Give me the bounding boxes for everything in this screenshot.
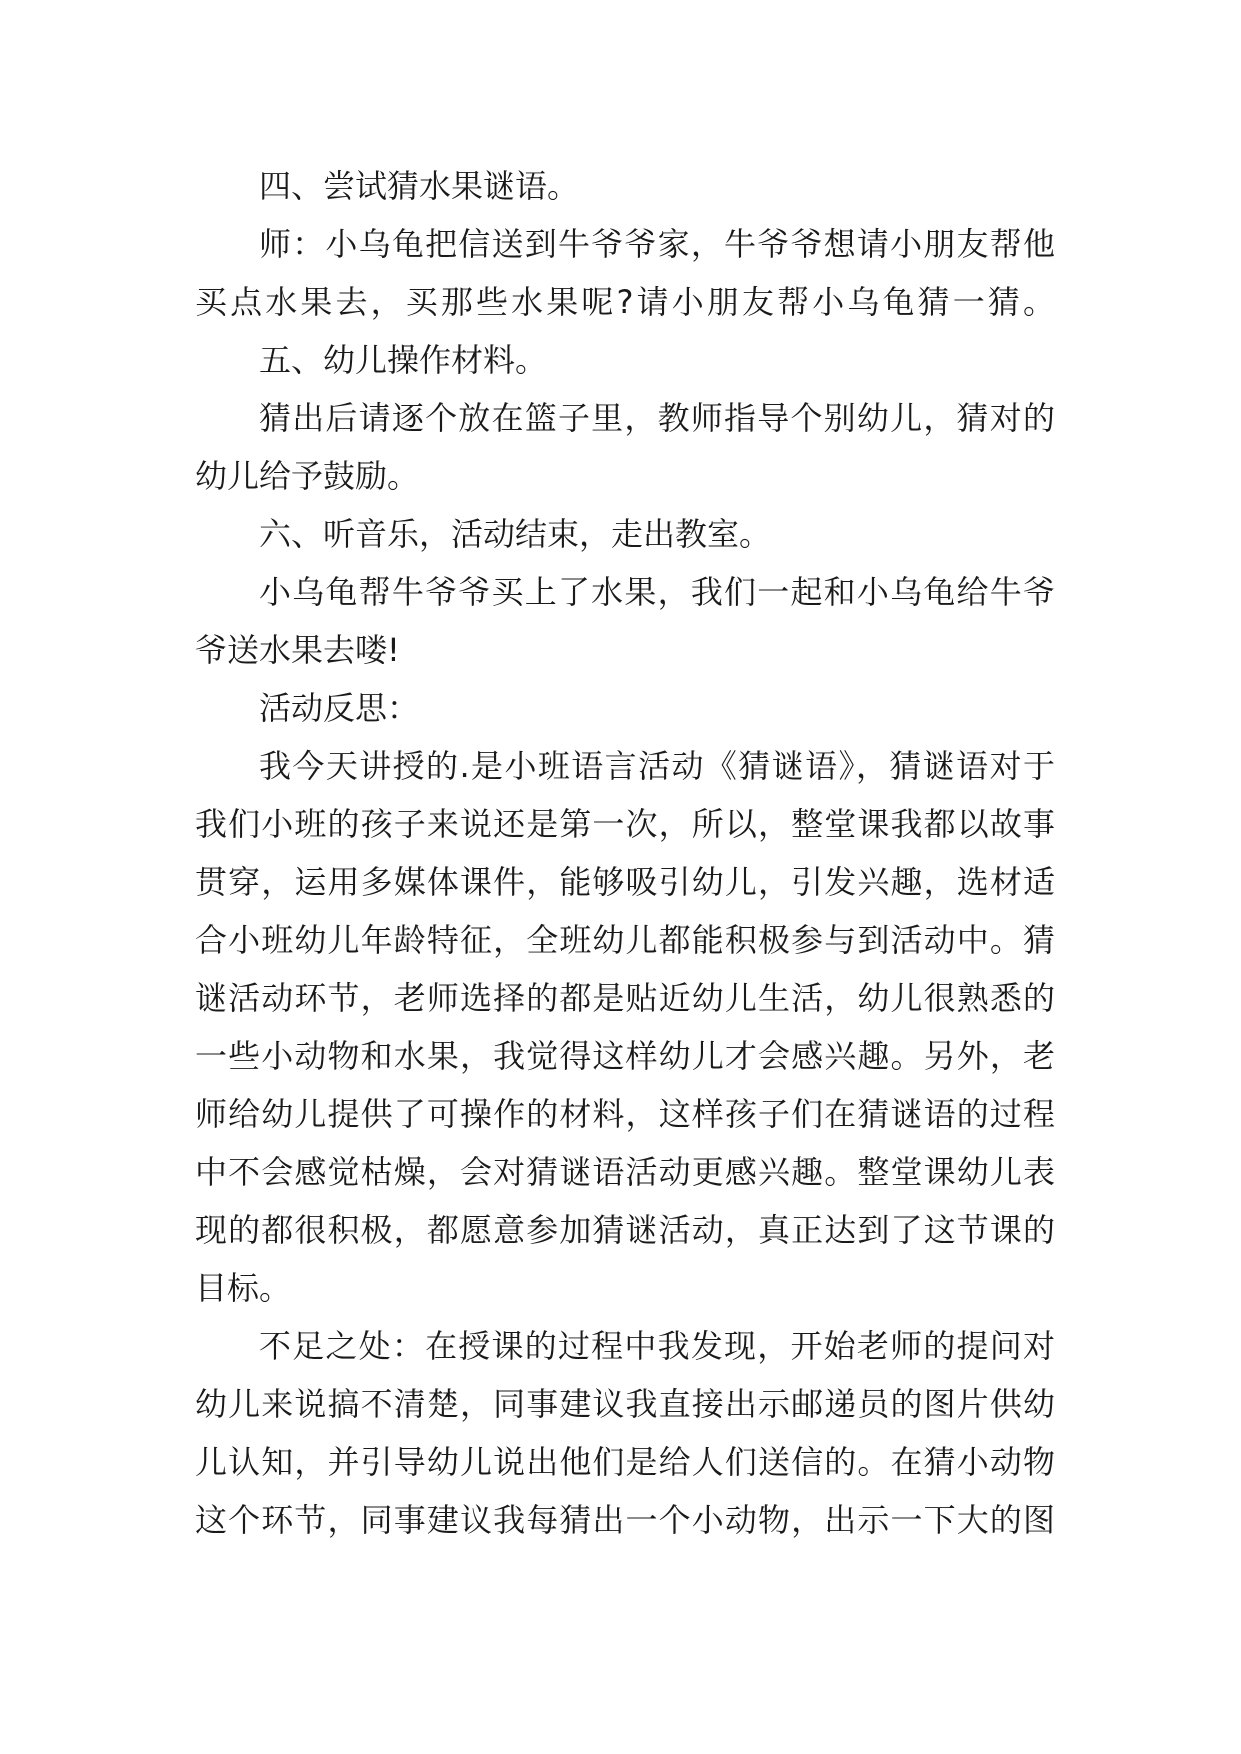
paragraph-line: 我今天讲授的.是小班语言活动《猜谜语》，猜谜语对于: [259, 747, 1055, 785]
section-heading-4: 四、尝试猜水果谜语。: [259, 167, 580, 205]
paragraph-line: 不足之处：在授课的过程中我发现，开始老师的提问对: [259, 1327, 1055, 1365]
paragraph-line: 幼儿来说搞不清楚，同事建议我直接出示邮递员的图片供幼: [195, 1385, 1055, 1423]
paragraph-line: 现的都很积极，都愿意参加猜谜活动，真正达到了这节课的: [195, 1211, 1055, 1249]
paragraph-line: 买点水果去，买那些水果呢?请小朋友帮小乌龟猜一猜。: [195, 283, 1055, 321]
paragraph-line: 这个环节，同事建议我每猜出一个小动物，出示一下大的图: [195, 1501, 1055, 1539]
section-heading-5: 五、幼儿操作材料。: [259, 341, 548, 379]
paragraph-line: 师给幼儿提供了可操作的材料，这样孩子们在猜谜语的过程: [195, 1095, 1055, 1133]
paragraph-line: 猜出后请逐个放在篮子里，教师指导个别幼儿，猜对的: [259, 399, 1055, 437]
paragraph-line: 小乌龟帮牛爷爷买上了水果，我们一起和小乌龟给牛爷: [259, 573, 1055, 611]
paragraph-line: 我们小班的孩子来说还是第一次，所以，整堂课我都以故事: [195, 805, 1055, 843]
paragraph-line: 师：小乌龟把信送到牛爷爷家，牛爷爷想请小朋友帮他: [259, 225, 1055, 263]
paragraph-line: 合小班幼儿年龄特征，全班幼儿都能积极参与到活动中。猜: [195, 921, 1055, 959]
paragraph-line: 爷送水果去喽!: [195, 631, 400, 669]
paragraph-line: 儿认知，并引导幼儿说出他们是给人们送信的。在猜小动物: [195, 1443, 1055, 1481]
section-heading-6: 六、听音乐，活动结束，走出教室。: [259, 515, 772, 553]
paragraph-line: 贯穿，运用多媒体课件，能够吸引幼儿，引发兴趣，选材适: [195, 863, 1055, 901]
paragraph-line: 中不会感觉枯燥，会对猜谜语活动更感兴趣。整堂课幼儿表: [195, 1153, 1055, 1191]
paragraph-line: 谜活动环节，老师选择的都是贴近幼儿生活，幼儿很熟悉的: [195, 979, 1055, 1017]
reflection-heading: 活动反思：: [259, 689, 420, 727]
paragraph-line: 一些小动物和水果，我觉得这样幼儿才会感兴趣。另外，老: [195, 1037, 1055, 1075]
paragraph-line: 幼儿给予鼓励。: [195, 457, 420, 495]
paragraph-line: 目标。: [195, 1269, 292, 1307]
